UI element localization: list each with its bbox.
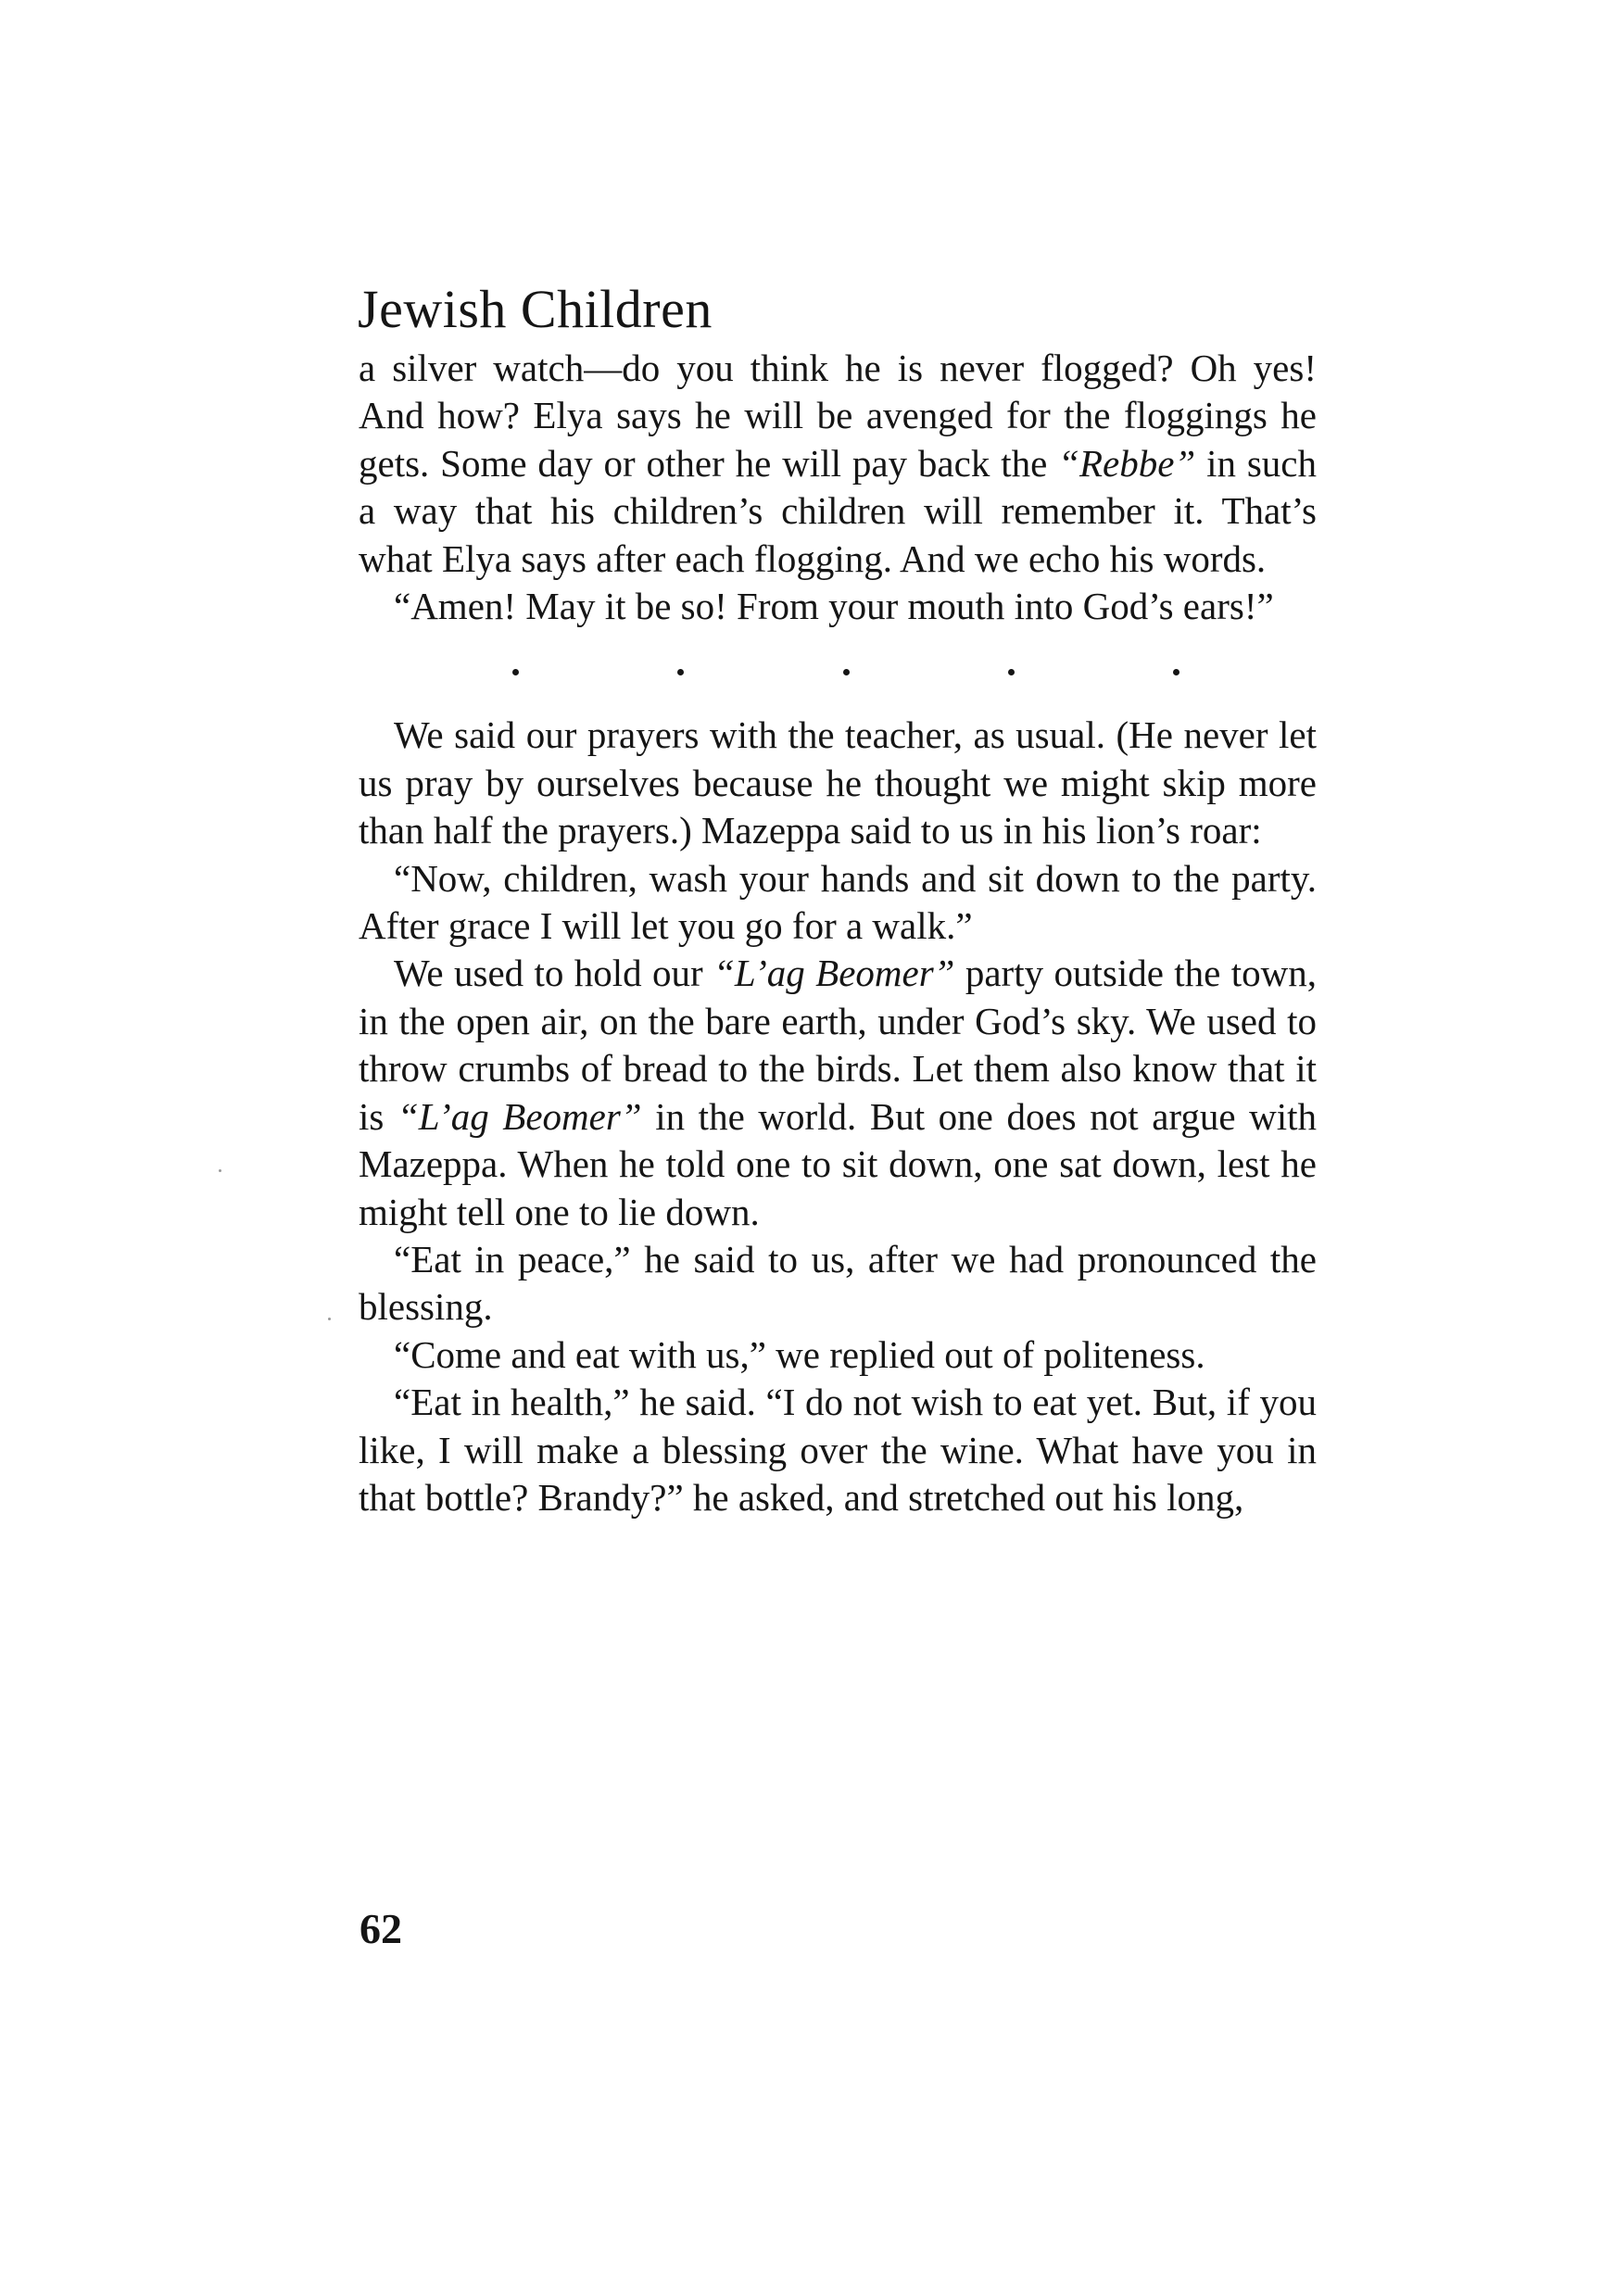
italic-term: “Rebbe” (1058, 441, 1196, 485)
text-run: “Amen! May it be so! From your mouth into God’s ears!” (394, 585, 1274, 628)
separator-dot (512, 669, 519, 675)
italic-term: “L’ag Beomer” (713, 952, 955, 995)
text-run: a silver watch—do you think he is never flogged? Oh yes! And how? Elya says he will be avenged for the floggings he gets. Some day or other he will pay back the (359, 347, 1317, 485)
paragraph-p8 (359, 1379, 1317, 1521)
running-head: Jewish Children (358, 279, 713, 339)
text-run: “Eat in health,” he said. “I do not wish to eat yet. But, if you like, I will make a blessing over the wine. What have you in that bottle? Brandy?” he asked, and stretched out his long, (359, 1381, 1317, 1519)
paragraphs-before-break (359, 345, 1317, 630)
paragraph-p5 (359, 950, 1317, 1235)
text-run: We said our prayers with the teacher, as usual. (He never let us pray by ourselves because he thought we might skip more than half the prayers.) Mazeppa said to us in his lion’s roar: (359, 713, 1317, 852)
text-run: We used to hold our (394, 952, 714, 995)
text-run: in the world. But one does not argue with Mazeppa. When he told one to sit down, one sat down, lest he might tell one to lie down. (359, 1094, 1317, 1233)
paragraph-p6 (359, 1236, 1317, 1331)
text-run: in such a way that his children’s children will remember it. That’s what Elya says after each flogging. And we echo his words. (359, 441, 1317, 580)
scan-speck (219, 1169, 221, 1172)
paragraph-p3 (359, 712, 1317, 854)
paragraphs-after-break (359, 712, 1317, 1521)
italic-term: “L’ag Beomer” (397, 1094, 642, 1138)
section-break (512, 658, 1179, 686)
separator-dot (677, 669, 684, 675)
body-text (359, 345, 1317, 1521)
scan-speck (328, 1318, 331, 1320)
text-run: “Come and eat with us,” we replied out of politeness. (394, 1332, 1205, 1376)
page-number: 62 (360, 1905, 402, 1952)
paragraph-p2 (359, 583, 1317, 630)
separator-dot (1008, 669, 1015, 675)
text-run: “Now, children, wash your hands and sit down to the party. After grace I will let you go for a walk.” (359, 856, 1317, 948)
separator-dot (1173, 669, 1179, 675)
paragraph-p4 (359, 855, 1317, 951)
paragraph-p7 (359, 1331, 1317, 1379)
text-run: party outside the town, in the open air, on the bare earth, under God’s sky. We used to throw crumbs of bread to the birds. Let them also know that it is (359, 952, 1317, 1138)
separator-dot (843, 669, 850, 675)
text-run: “Eat in peace,” he said to us, after we had pronounced the blessing. (359, 1237, 1317, 1329)
paragraph-p1 (359, 345, 1317, 583)
